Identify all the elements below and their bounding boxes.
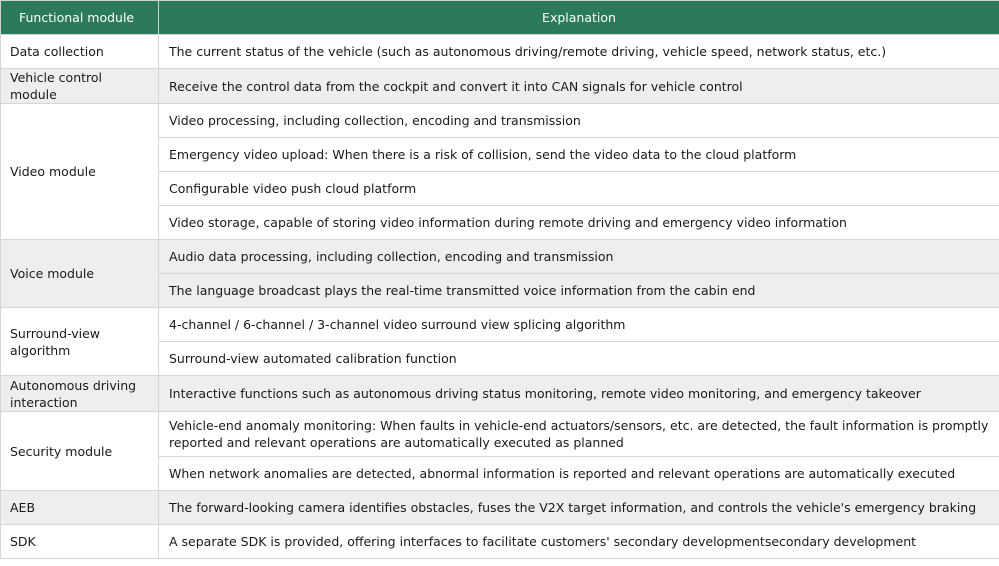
explanation-cell: The current status of the vehicle (such as autonomous driving/remote driving, vehicle speed, network status, etc.): [159, 35, 999, 69]
module-cell: SDK: [1, 525, 159, 559]
module-cell: Voice module: [1, 240, 159, 308]
explanation-cell: Audio data processing, including collection, encoding and transmission: [159, 240, 999, 274]
table-row: [1, 412, 999, 457]
explanation-cell: The language broadcast plays the real-time transmitted voice information from the cabin end: [159, 274, 999, 308]
table-row: [1, 525, 999, 559]
explanation-cell: Vehicle-end anomaly monitoring: When faults in vehicle-end actuators/sensors, etc. are detected, the fault information is promptly reported and relevant operations are automatically executed as planned: [159, 412, 999, 457]
table-row: [1, 35, 999, 69]
table-row: [1, 376, 999, 412]
table-row: [1, 104, 999, 138]
table-header-row: [1, 1, 999, 35]
table-row: [1, 240, 999, 274]
column-header-module: Functional module: [1, 1, 159, 35]
module-cell: Data collection: [1, 35, 159, 69]
module-cell: Security module: [1, 412, 159, 491]
explanation-cell: Receive the control data from the cockpit and convert it into CAN signals for vehicle control: [159, 69, 999, 104]
explanation-cell: When network anomalies are detected, abnormal information is reported and relevant operations are automatically executed: [159, 457, 999, 491]
explanation-cell: Video processing, including collection, encoding and transmission: [159, 104, 999, 138]
module-cell: Video module: [1, 104, 159, 240]
module-cell: Surround-view algorithm: [1, 308, 159, 376]
module-cell: AEB: [1, 491, 159, 525]
explanation-cell: Emergency video upload: When there is a risk of collision, send the video data to the cloud platform: [159, 138, 999, 172]
explanation-cell: Surround-view automated calibration function: [159, 342, 999, 376]
table-row: [1, 491, 999, 525]
module-cell: Vehicle control module: [1, 69, 159, 104]
explanation-cell: Video storage, capable of storing video information during remote driving and emergency video information: [159, 206, 999, 240]
explanation-cell: Interactive functions such as autonomous driving status monitoring, remote video monitoring, and emergency takeover: [159, 376, 999, 412]
explanation-cell: 4-channel / 6-channel / 3-channel video surround view splicing algorithm: [159, 308, 999, 342]
module-cell: Autonomous driving interaction: [1, 376, 159, 412]
table-row: [1, 69, 999, 104]
explanation-cell: A separate SDK is provided, offering interfaces to facilitate customers' secondary developmentsecondary development: [159, 525, 999, 559]
table-row: [1, 308, 999, 342]
explanation-cell: The forward-looking camera identifies obstacles, fuses the V2X target information, and controls the vehicle's emergency braking: [159, 491, 999, 525]
explanation-cell: Configurable video push cloud platform: [159, 172, 999, 206]
column-header-explanation: Explanation: [159, 1, 999, 35]
